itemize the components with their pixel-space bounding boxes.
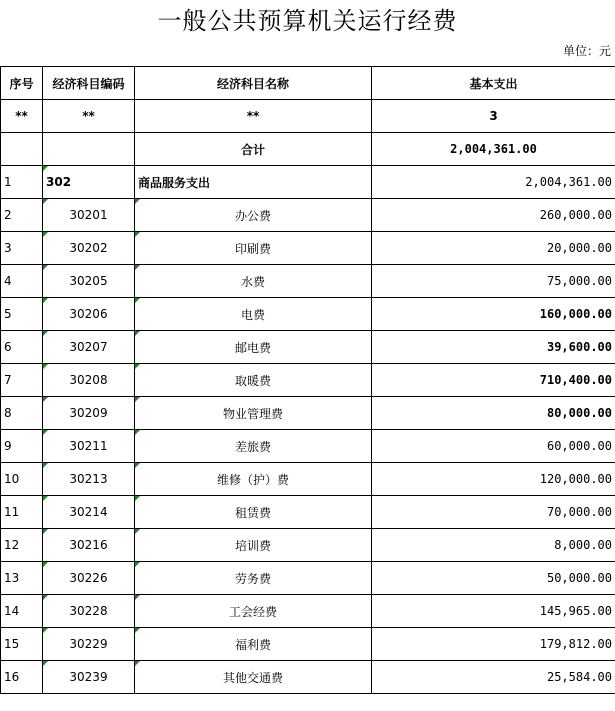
row-code: 302 [43,166,135,199]
unit-label: 单位：元 [562,44,611,58]
table-row [1,595,615,628]
row-code: 30239 [43,661,135,694]
row-seq: 15 [1,628,43,661]
table-row [1,364,615,397]
row-name: 电费 [135,298,372,331]
header-name: 经济科目名称 [135,67,372,100]
row-amount: 20,000.00 [372,232,615,265]
row-name: 工会经费 [135,595,372,628]
row-amount: 8,000.00 [372,529,615,562]
table-row [1,661,615,694]
row-name: 商品服务支出 [135,166,372,199]
row-name: 福利费 [135,628,372,661]
table-row [1,397,615,430]
row-name: 其他交通费 [135,661,372,694]
row-amount: 80,000.00 [372,397,615,430]
row-amount: 70,000.00 [372,496,615,529]
row-code: 30206 [43,298,135,331]
row-name: 差旅费 [135,430,372,463]
row-seq: 5 [1,298,43,331]
table-row [1,265,615,298]
row-code: 30205 [43,265,135,298]
row-name: 办公费 [135,199,372,232]
column-index-row [1,100,615,133]
row-name: 培训费 [135,529,372,562]
row-amount: 145,965.00 [372,595,615,628]
row-seq: 2 [1,199,43,232]
row-amount: 50,000.00 [372,562,615,595]
row-seq: 9 [1,430,43,463]
row-name: 邮电费 [135,331,372,364]
row-amount: 60,000.00 [372,430,615,463]
row-code: 30213 [43,463,135,496]
index-code: ** [43,100,135,133]
total-amount: 2,004,361.00 [372,133,615,166]
row-seq: 6 [1,331,43,364]
table-row [1,430,615,463]
row-amount: 710,400.00 [372,364,615,397]
table-row [1,331,615,364]
row-seq: 4 [1,265,43,298]
budget-table [0,66,615,694]
header-amount: 基本支出 [372,67,615,100]
row-name: 取暖费 [135,364,372,397]
row-seq: 3 [1,232,43,265]
header-seq: 序号 [1,67,43,100]
row-seq: 8 [1,397,43,430]
row-code: 30209 [43,397,135,430]
row-name: 租赁费 [135,496,372,529]
row-seq: 13 [1,562,43,595]
row-seq: 10 [1,463,43,496]
row-amount: 2,004,361.00 [372,166,615,199]
row-name: 物业管理费 [135,397,372,430]
row-code: 30228 [43,595,135,628]
row-amount: 39,600.00 [372,331,615,364]
row-code: 30226 [43,562,135,595]
row-amount: 75,000.00 [372,265,615,298]
row-code: 30208 [43,364,135,397]
row-code: 30207 [43,331,135,364]
row-name: 维修（护）费 [135,463,372,496]
table-row [1,166,615,199]
row-code: 30211 [43,430,135,463]
row-name: 印刷费 [135,232,372,265]
total-seq-cell [1,133,43,166]
index-name: ** [135,100,372,133]
header-row [1,67,615,100]
row-seq: 16 [1,661,43,694]
row-amount: 25,584.00 [372,661,615,694]
row-seq: 7 [1,364,43,397]
row-seq: 12 [1,529,43,562]
row-name: 劳务费 [135,562,372,595]
table-row [1,628,615,661]
table-row [1,232,615,265]
table-row [1,562,615,595]
row-amount: 260,000.00 [372,199,615,232]
table-row [1,496,615,529]
row-amount: 179,812.00 [372,628,615,661]
row-seq: 1 [1,166,43,199]
table-row [1,199,615,232]
row-amount: 160,000.00 [372,298,615,331]
header-code: 经济科目编码 [43,67,135,100]
page-title: 一般公共预算机关运行经费 [157,7,458,35]
row-amount: 120,000.00 [372,463,615,496]
row-name: 水费 [135,265,372,298]
row-code: 30216 [43,529,135,562]
index-amount: 3 [372,100,615,133]
total-row [1,133,615,166]
table-row [1,463,615,496]
table-row [1,298,615,331]
total-code-cell [43,133,135,166]
table-row [1,529,615,562]
row-seq: 11 [1,496,43,529]
row-code: 30202 [43,232,135,265]
row-code: 30214 [43,496,135,529]
row-seq: 14 [1,595,43,628]
row-code: 30201 [43,199,135,232]
row-code: 30229 [43,628,135,661]
total-label: 合计 [135,133,372,166]
index-seq: ** [1,100,43,133]
